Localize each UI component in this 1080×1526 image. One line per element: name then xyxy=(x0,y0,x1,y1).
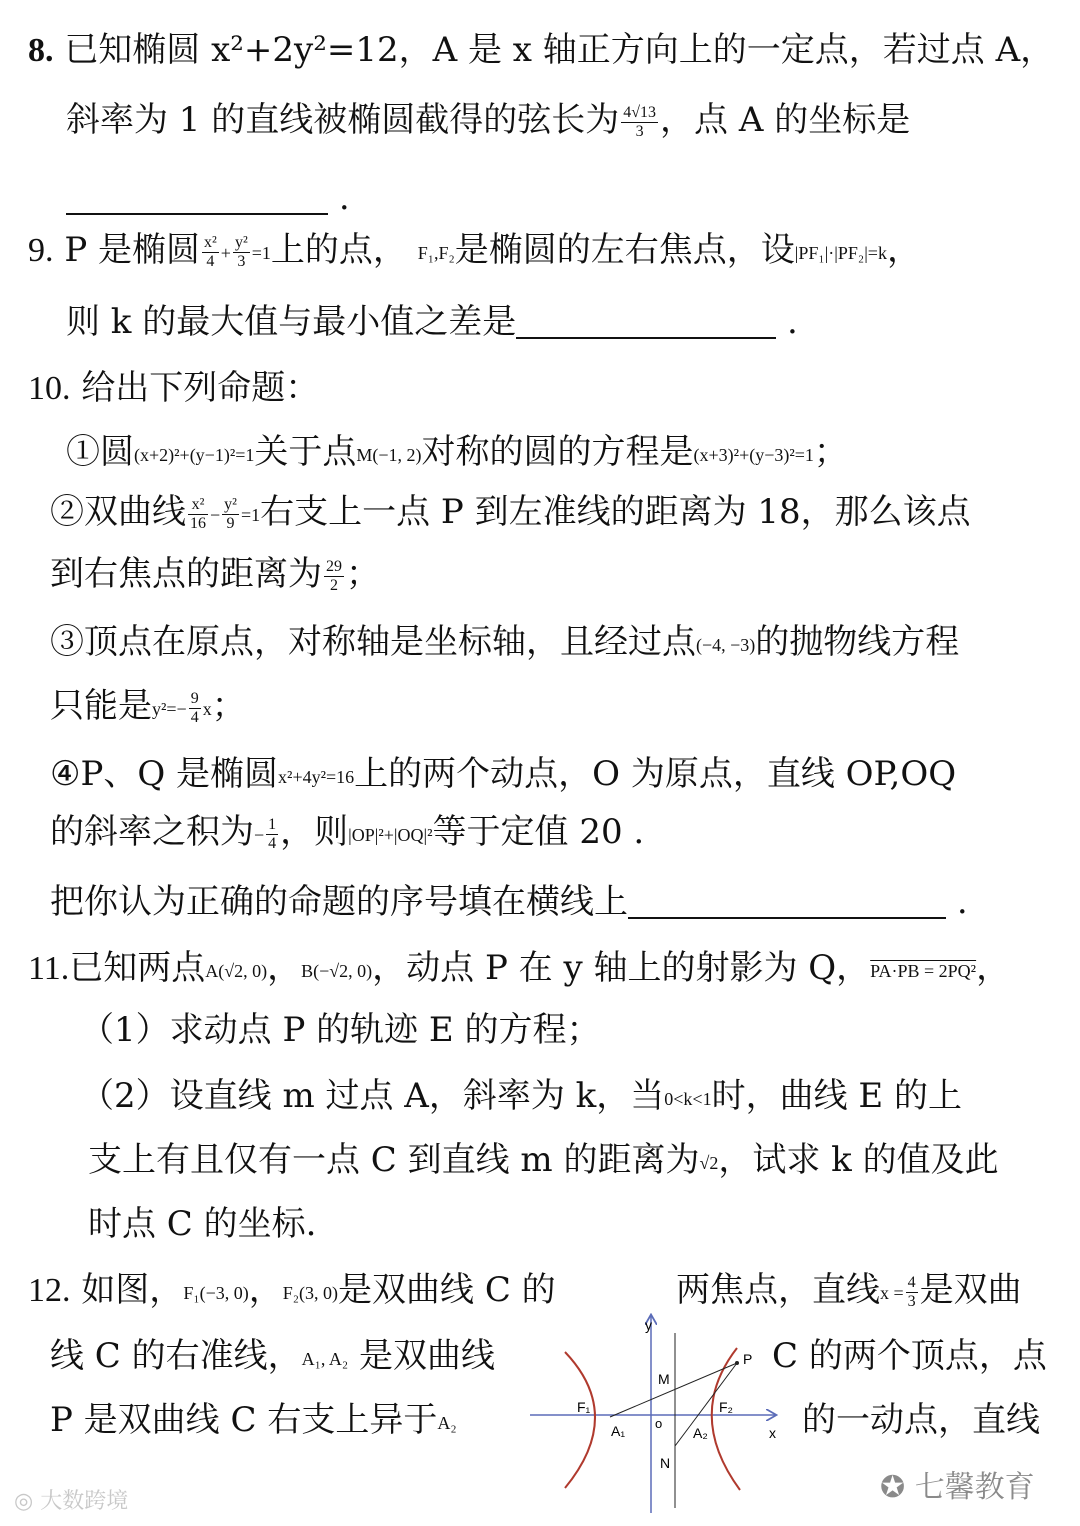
q10-p4d: ，则 xyxy=(280,812,349,852)
q10-p3-x: x xyxy=(202,699,212,719)
q11-vector-eq: PA·PB = 2PQ² xyxy=(870,961,977,981)
q9-foci: F₁,F₂ xyxy=(417,243,455,263)
q12-sep: ， xyxy=(248,1270,283,1310)
label-a1: A₁ xyxy=(611,1423,626,1439)
q10-p2a: ②双曲线 xyxy=(50,492,186,532)
q10-prop-4-cont xyxy=(50,810,1080,857)
q10-p1c: 对称的圆的方程是 xyxy=(421,432,694,472)
label-f2: F₂ xyxy=(719,1399,733,1415)
watermark-left-icon: ◎ xyxy=(14,1489,34,1514)
q11-sub-2-cont xyxy=(88,1138,1080,1185)
q12-text-2a: 线 C 的右准线， xyxy=(50,1336,302,1376)
label-p: P xyxy=(743,1351,753,1367)
q11-sub-1 xyxy=(80,1008,1080,1052)
q9-plus: + xyxy=(220,243,231,263)
label-o: o xyxy=(655,1416,663,1431)
q10-tail xyxy=(50,880,1080,924)
q11-sub-1-text: （1）求动点 P 的轨迹 E 的方程； xyxy=(80,1010,601,1050)
q8-line-2 xyxy=(66,98,1080,142)
q11-text-1c: ， xyxy=(976,948,1011,988)
q9-eq: =1 xyxy=(251,243,271,263)
label-a2: A₂ xyxy=(693,1425,708,1441)
q10-p2-eq: =1 xyxy=(240,505,261,525)
q10-prop-4 xyxy=(50,752,1080,799)
q10-p4a: ④P、Q 是椭圆 xyxy=(50,754,279,794)
q12-a2: A₂ xyxy=(437,1413,457,1433)
label-n: N xyxy=(660,1455,671,1471)
q9-line-1 xyxy=(28,228,1080,275)
q11-sub-2a: （2）设直线 m 过点 A，斜率为 k，当 xyxy=(80,1076,665,1116)
q10-p1-point: M(−1, 2) xyxy=(356,445,422,465)
q10-p3-eq: y²=− xyxy=(152,699,187,719)
label-y: y xyxy=(645,1317,652,1333)
line-a1-p xyxy=(610,1363,737,1417)
q11-sub-3b: ，试求 k 的值及此 xyxy=(718,1140,999,1180)
q10-prop-3 xyxy=(50,620,1080,667)
q8-text-2a: 斜率为 1 的直线被椭圆截得的弦长为 xyxy=(66,100,620,140)
q11-text-1a: 已知两点 xyxy=(69,948,206,988)
q12-text-3a: P 是双曲线 C 右支上异于 xyxy=(50,1400,438,1440)
right-branch xyxy=(712,1348,740,1490)
q11-number: 11. xyxy=(28,950,70,987)
q9-frac-x: $\frac{\text{x²}}{4}$ xyxy=(204,233,217,270)
q12-text-1d: 是双曲 xyxy=(919,1270,1022,1310)
q9-frac-y: $\frac{\text{y²}}{3}$ xyxy=(234,233,248,270)
q10-prop-3-cont xyxy=(50,684,1080,731)
q12-text-1a: 如图， xyxy=(81,1270,184,1310)
q8-number: 8. xyxy=(28,32,54,69)
q9-text-1c: 是椭圆的左右焦点，设 xyxy=(454,230,795,270)
q10-p4b: 上的两个动点，O 为原点，直线 OP,OQ xyxy=(354,754,957,794)
q12-number: 12. xyxy=(28,1272,71,1309)
q10-p2c: 到右焦点的距离为 xyxy=(50,554,322,594)
point-p xyxy=(735,1361,739,1365)
q11-k-range: 0<k<1 xyxy=(664,1089,712,1109)
q10-p3b: 的抛物线方程 xyxy=(755,622,960,662)
q9-answer-blank[interactable] xyxy=(516,307,776,339)
q12-directrix-frac: $\frac{4}{3}$ xyxy=(907,1273,916,1310)
q10-p3d: ； xyxy=(211,686,246,726)
q9-text-2: 则 k 的最大值与最小值之差是 xyxy=(66,302,517,342)
q8-answer-blank[interactable] xyxy=(66,183,328,215)
q10-p3-point: (−4, −3) xyxy=(696,635,756,655)
q12-text-2b: 是双曲线 xyxy=(359,1336,496,1376)
q11-sep: ， xyxy=(267,948,302,988)
q10-p2-frac-x: $\frac{\text{x²}}{16}$ xyxy=(190,495,206,532)
q12-text-2c: C 的两个顶点，点 xyxy=(772,1336,1047,1376)
q10-p1-result: (x+3)²+(y−3)²=1 xyxy=(693,445,814,465)
q9-number: 9. xyxy=(28,232,54,269)
q10-prop-1 xyxy=(66,430,1080,477)
wechat-icon: ✪ xyxy=(880,1470,906,1505)
watermark-left xyxy=(14,1484,128,1515)
line-n xyxy=(675,1426,690,1446)
watermark-right xyxy=(880,1462,1035,1506)
q9-pf-product: |PF₁|·|PF₂|=k xyxy=(794,243,887,263)
q10-p4c: 的斜率之积为 xyxy=(50,812,254,852)
q10-p2b: 右支上一点 P 到左准线的距离为 18，那么该点 xyxy=(260,492,971,532)
q10-p2-minus: − xyxy=(210,505,221,525)
q12-text-3b: 的一动点，直线 xyxy=(802,1400,1040,1440)
q10-prop-2 xyxy=(50,490,1080,537)
q10-p3-frac: $\frac{9}{4}$ xyxy=(190,689,199,726)
q10-prop-2-cont xyxy=(50,552,1080,596)
q10-p4-frac: $\frac{1}{4}$ xyxy=(268,815,277,852)
q10-p4-sum: |OP|²+|OQ|² xyxy=(348,825,433,845)
q10-number: 10. xyxy=(28,370,71,407)
q10-p1d: ； xyxy=(813,432,848,472)
q10-intro: 给出下列命题： xyxy=(81,368,320,408)
q12-text-1c: 两焦点，直线 xyxy=(676,1270,880,1310)
q10-p3a: ③顶点在原点，对称轴是坐标轴，且经过点 xyxy=(50,622,696,662)
q10-p2d: ； xyxy=(346,554,380,594)
q8-line-3 xyxy=(66,176,1080,220)
q10-p4e: 等于定值 20 . xyxy=(432,812,645,852)
q10-period: . xyxy=(956,882,968,922)
q11-line-1 xyxy=(28,946,1080,993)
q8-text-2b: ，点 A 的坐标是 xyxy=(660,100,911,140)
q11-point-b: B(−√2, 0) xyxy=(301,961,373,981)
q9-text-1b: 上的点， xyxy=(270,230,407,270)
watermark-right-text: 七馨教育 xyxy=(914,1470,1035,1505)
q9-comma: ， xyxy=(886,230,921,270)
q12-f2: F₂(3, 0) xyxy=(282,1283,339,1303)
q11-sub-2 xyxy=(80,1074,1080,1121)
q9-period: . xyxy=(787,302,798,342)
q12-line-3-right xyxy=(802,1398,1080,1442)
q10-p4-ellipse: x²+4y²=16 xyxy=(278,767,355,787)
q12-vertices: A₁, A₂ xyxy=(301,1349,349,1369)
q10-p1a: ①圆 xyxy=(66,432,134,472)
q10-p4-neg: − xyxy=(254,825,265,845)
q12-line-2-right xyxy=(772,1334,1080,1378)
label-m: M xyxy=(658,1371,670,1387)
q8-line-1 xyxy=(28,28,1080,73)
q12-text-1b: 是双曲线 C 的 xyxy=(338,1270,556,1310)
q10-p1b: 关于点 xyxy=(254,432,357,472)
hyperbola-figure xyxy=(525,1308,795,1520)
q11-point-a: A(√2, 0) xyxy=(205,961,268,981)
q12-f1: F₁(−3, 0) xyxy=(183,1283,249,1303)
q10-p2-frac-y: $\frac{\text{y²}}{9}$ xyxy=(224,495,237,532)
watermark-left-text: 大数跨境 xyxy=(40,1489,129,1514)
q10-tail-text: 把你认为正确的命题的序号填在横线上 xyxy=(50,882,628,922)
q12-directrix-x: x = xyxy=(880,1283,904,1303)
q11-sub-3a: 支上有且仅有一点 C 到直线 m 的距离为 xyxy=(88,1140,700,1180)
q8-text-1: 已知椭圆 x²+2y²=12，A 是 x 轴正方向上的一定点，若过点 A， xyxy=(64,30,1055,70)
q10-p2-distance: $\frac{29}{2}$ xyxy=(326,557,342,594)
q11-text-1b: ，动点 P 在 y 轴上的射影为 Q， xyxy=(372,948,871,988)
label-x: x xyxy=(769,1425,776,1441)
q11-sub-2-end xyxy=(88,1202,1080,1246)
q10-answer-blank[interactable] xyxy=(628,887,946,919)
q11-sub-4: 时点 C 的坐标. xyxy=(88,1204,317,1244)
q10-p3c: 只能是 xyxy=(50,686,152,726)
q11-distance: √2 xyxy=(699,1153,719,1173)
q8-chord-fraction: $\frac{4√13}{3}$ xyxy=(623,103,657,140)
q9-text-1a: P 是椭圆 xyxy=(64,230,200,270)
left-branch xyxy=(565,1352,595,1488)
q11-sub-2b: 时，曲线 E 的上 xyxy=(711,1076,963,1116)
q10-line-intro xyxy=(28,366,1080,411)
label-f1: F₁ xyxy=(577,1399,591,1415)
q8-period: . xyxy=(338,178,350,218)
q10-p1-circle: (x+2)²+(y−1)²=1 xyxy=(134,445,255,465)
q9-line-2 xyxy=(66,300,1080,344)
